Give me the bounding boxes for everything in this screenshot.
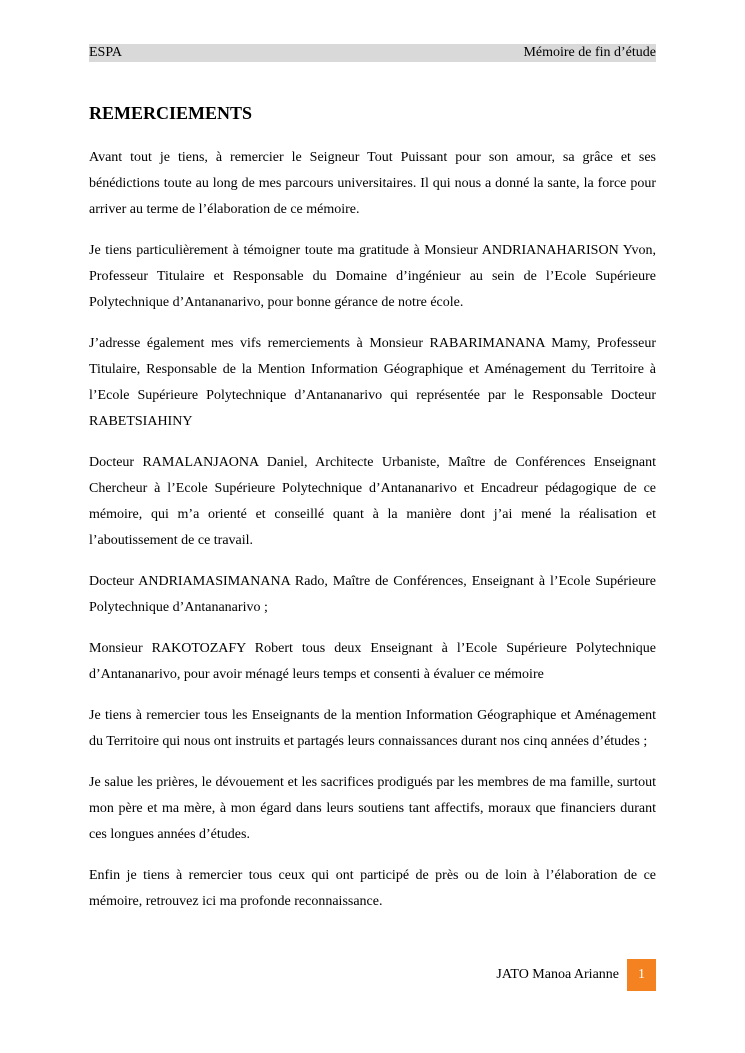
paragraph: Docteur ANDRIAMASIMANANA Rado, Maître de Conférences, Enseignant à l’Ecole Supérieure Polytechnique d’Antananarivo ; (89, 574, 656, 615)
header-school: ESPA (89, 45, 122, 60)
page-footer (496, 959, 656, 991)
paragraph: Avant tout je tiens, à remercier le Seigneur Tout Puissant pour son amour, sa grâce et ses bénédictions toute au long de mes parcours universitaires. Il qui nous a donné la sante, la force pour arriver au terme de l’élaboration de ce mémoire. (89, 150, 656, 217)
acknowledgements-body (89, 145, 656, 930)
paragraph: Je salue les prières, le dévouement et les sacrifices prodigués par les membres de ma famille, surtout mon père et ma mère, à mon égard dans leurs soutiens tant affectifs, moraux que financiers durant ces longues années d’études. (89, 775, 656, 842)
page-header (89, 44, 656, 62)
paragraph: Enfin je tiens à remercier tous ceux qui ont participé de près ou de loin à l’élaboration de ce mémoire, retrouvez ici ma profonde reconnaissance. (89, 868, 656, 909)
paragraph: Docteur RAMALANJAONA Daniel, Architecte Urbaniste, Maître de Conférences Enseignant Chercheur à l’Ecole Supérieure Polytechnique d’Antananarivo et Encadreur pédagogique de ce mémoire, qui m’a orienté et conseillé quant à la manière dont j’ai mené la réalisation et l’aboutissement de ce travail. (89, 455, 656, 548)
page-title: REMERCIEMENTS (89, 103, 253, 123)
footer-author: JATO Manoa Arianne (496, 967, 619, 982)
paragraph: Monsieur RAKOTOZAFY Robert tous deux Enseignant à l’Ecole Supérieure Polytechnique d’Antananarivo, pour avoir ménagé leurs temps et consenti à évaluer ce mémoire (89, 641, 656, 682)
paragraph: Je tiens à remercier tous les Enseignants de la mention Information Géographique et Aménagement du Territoire qui nous ont instruits et partagés leurs connaissances durant nos cinq années d’études ; (89, 708, 656, 749)
page-number-badge: 1 (627, 959, 656, 991)
paragraph: Je tiens particulièrement à témoigner toute ma gratitude à Monsieur ANDRIANAHARISON Yvon, Professeur Titulaire et Responsable du Domaine d’ingénieur au sein de l’Ecole Supérieure Polytechnique d’Antananarivo, pour bonne gérance de notre école. (89, 243, 656, 310)
header-document-type: Mémoire de fin d’étude (523, 45, 656, 60)
paragraph: J’adresse également mes vifs remerciements à Monsieur RABARIMANANA Mamy, Professeur Titulaire, Responsable de la Mention Information Géographique et Aménagement du Territoire à l’Ecole Supérieure Polytechnique d’Antananarivo qui représentée par le Responsable Docteur RABETSIAHINY (89, 336, 656, 429)
